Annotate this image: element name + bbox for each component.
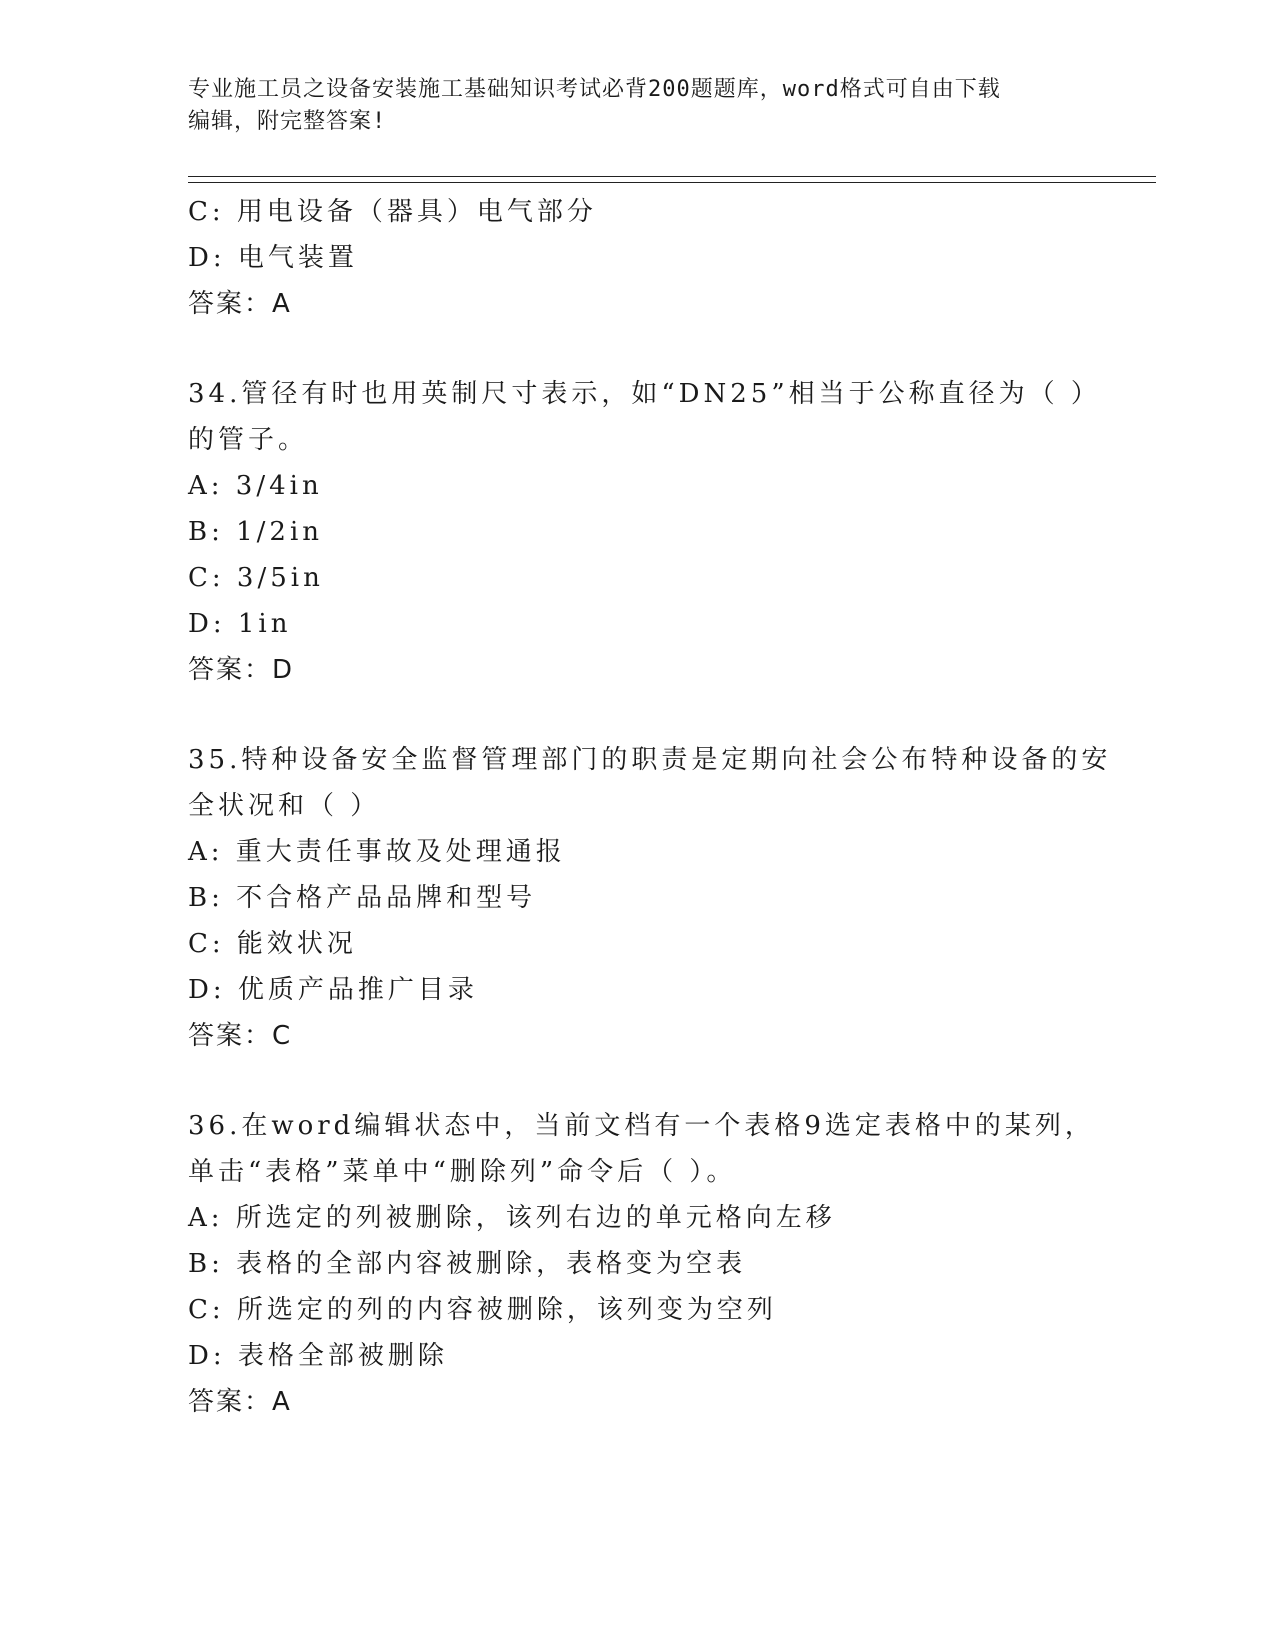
question-text-line-1: 34.管径有时也用英制尺寸表示，如“DN25”相当于公称直径为（ ） <box>188 379 1101 409</box>
option-c: C: 3/5in <box>188 563 324 593</box>
option-b: B: 表格的全部内容被删除，表格变为空表 <box>188 1249 747 1279</box>
header-title-line-2: 编辑，附完整答案! <box>188 109 387 134</box>
option-d: D: 优质产品推广目录 <box>188 975 478 1005</box>
question-text-line-1: 35.特种设备安全监督管理部门的职责是定期向社会公布特种设备的安 <box>188 745 1112 775</box>
answer-line: 答案：A <box>188 1387 292 1417</box>
option-a: A: 3/4in <box>188 471 323 501</box>
option-d: D: 电气装置 <box>188 243 358 273</box>
header-divider-bottom <box>188 182 1156 183</box>
question-36 <box>188 1103 1095 1425</box>
option-c: C: 所选定的列的内容被删除，该列变为空列 <box>188 1295 777 1325</box>
question-35 <box>188 737 1112 1059</box>
option-b: B: 1/2in <box>188 517 324 547</box>
question-text-line-1: 36.在word编辑状态中，当前文档有一个表格9选定表格中的某列， <box>188 1111 1095 1141</box>
answer-line: 答案：D <box>188 655 295 685</box>
answer-line: 答案：A <box>188 289 292 319</box>
document-header <box>188 74 1068 138</box>
option-a: A: 所选定的列被删除，该列右边的单元格向左移 <box>188 1203 836 1233</box>
header-title-line-1: 专业施工员之设备安装施工基础知识考试必背200题题库，word格式可自由下载 <box>188 77 1001 102</box>
option-c: C: 用电设备（器具）电气部分 <box>188 197 597 227</box>
option-d: D: 1in <box>188 609 292 639</box>
option-a: A: 重大责任事故及处理通报 <box>188 837 566 867</box>
option-b: B: 不合格产品品牌和型号 <box>188 883 537 913</box>
option-c: C: 能效状况 <box>188 929 357 959</box>
question-text-line-2: 全状况和（ ） <box>188 791 381 821</box>
option-d: D: 表格全部被删除 <box>188 1341 448 1371</box>
document-body <box>188 189 1112 1425</box>
header-divider-top <box>188 176 1156 177</box>
question-34 <box>188 371 1101 693</box>
question-text-line-2: 单击“表格”菜单中“删除列”命令后（ ）。 <box>188 1157 737 1187</box>
question-33-continued <box>188 189 1088 327</box>
question-text-line-2: 的管子。 <box>188 425 309 455</box>
answer-line: 答案：C <box>188 1021 293 1051</box>
